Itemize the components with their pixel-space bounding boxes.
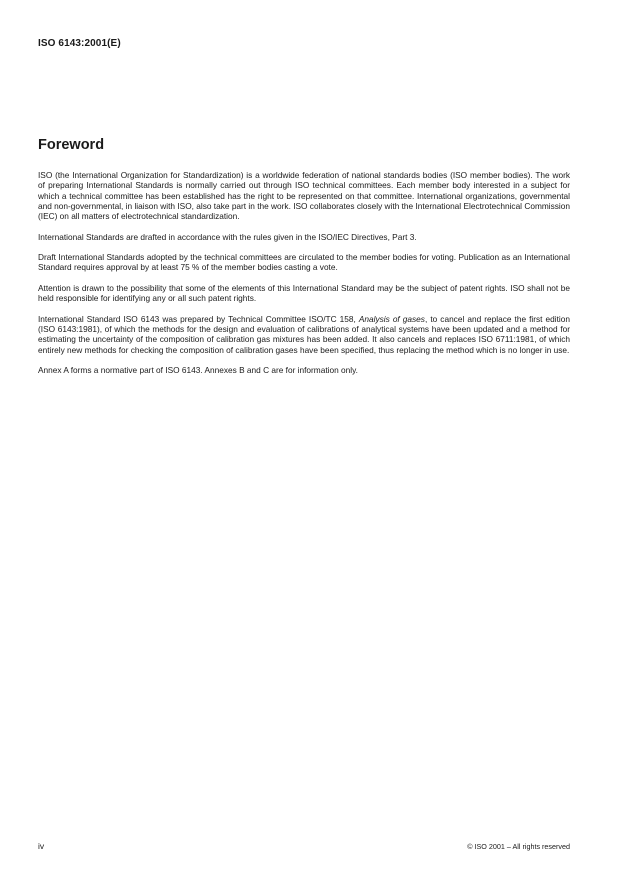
paragraph-drafting-rules: International Standards are drafted in accordance with the rules given in the ISO/IEC Directives, Part 3. — [38, 231, 417, 242]
paragraph-iso-overview: ISO (the International Organization for Standardization) is a worldwide federation of national standards bodies (ISO member bodies). The work of preparing International Standards is normally carried out through ISO technical committees. Each member body interested in a subject for which a technical committee has been established has the right to be represented on that committee. International organizations, governmental and non-governmental, in liaison with ISO, also take part in the work. ISO collaborates closely with the International Electrotechnical Commission (IEC) on all matters of electrotechnical standardization. — [38, 170, 570, 222]
preparation-text-start: International Standard ISO 6143 was prepared by Technical Committee ISO/TC 158, — [38, 313, 359, 324]
foreword-body — [38, 170, 570, 386]
paragraph-preparation — [38, 314, 570, 355]
page-title: Foreword — [38, 137, 105, 153]
paragraph-patent-rights: Attention is drawn to the possibility that some of the elements of this International Standard may be the subject of patent rights. ISO shall not be held responsible for identifying any or all such patent rights. — [38, 282, 570, 304]
paragraph-annexes: Annex A forms a normative part of ISO 6143. Annexes B and C are for information only. — [38, 365, 358, 376]
copyright-notice: © ISO 2001 – All rights reserved — [467, 842, 570, 851]
committee-title: Analysis of gases — [358, 313, 425, 324]
page-number: iv — [38, 841, 45, 851]
document-id: ISO 6143:2001(E) — [38, 38, 121, 49]
paragraph-voting: Draft International Standards adopted by the technical committees are circulated to the member bodies for voting. Publication as an International Standard requires approval by at least 75 % of the member bodies casting a vote. — [38, 252, 570, 273]
preparation-text-end: , to cancel and replace the first edition (ISO 6143:1981), of which the methods for the design and evaluation of calibrations of analytical systems have been updated and a method for estimating the uncertainty of the composition of calibration gas mixtures has been added. It also cancels and replaces ISO 6711:1981, of which entirely new methods for checking the composition of calibration gases have been specified, thus replacing the method which is no longer in use. — [38, 313, 570, 355]
